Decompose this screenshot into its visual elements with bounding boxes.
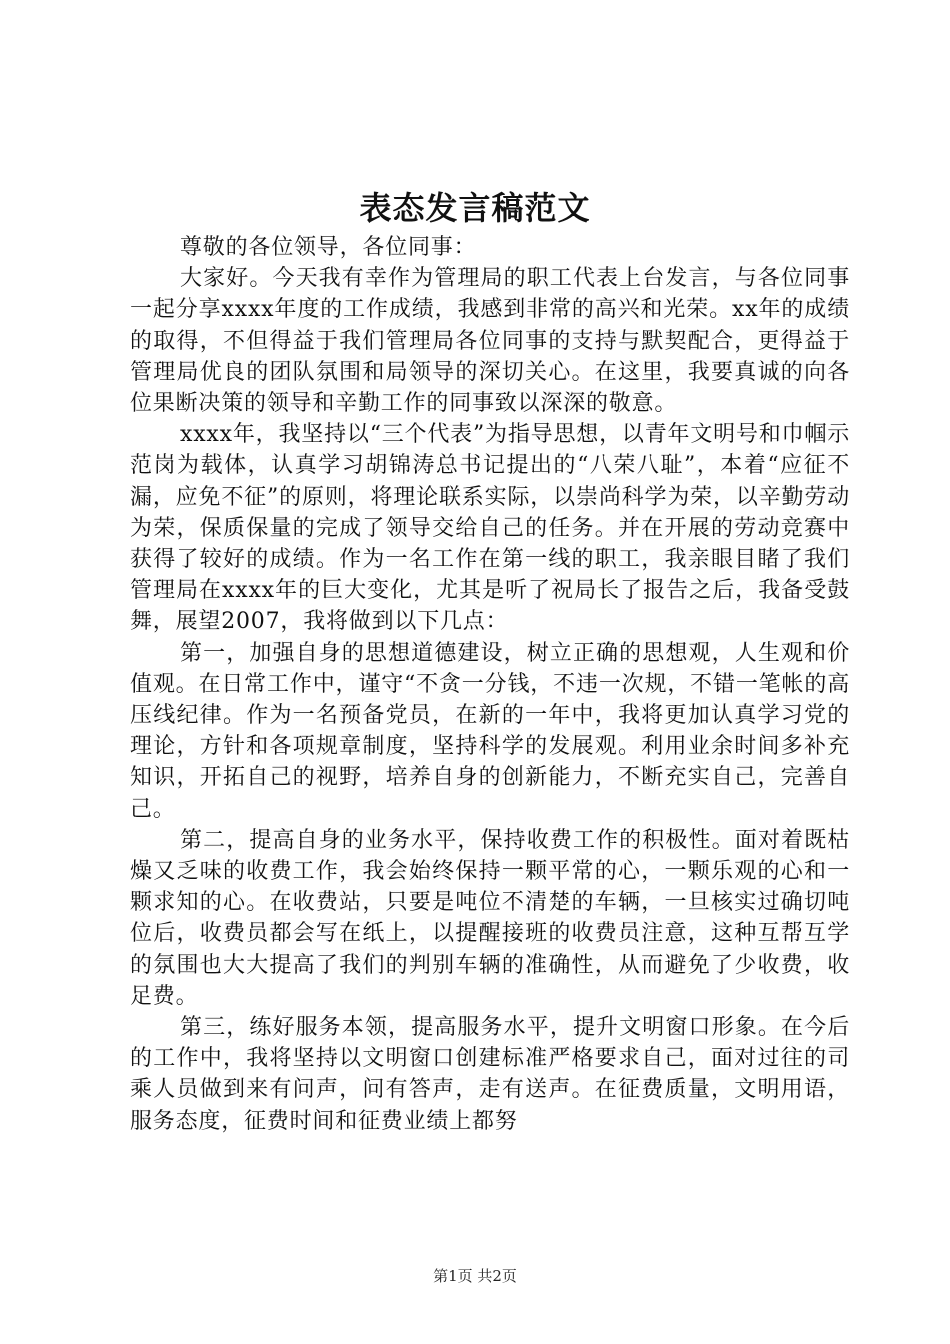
paragraph-salutation: 尊敬的各位领导，各位同事： <box>180 235 477 260</box>
page-number-footer: 第1页 共2页 <box>433 1267 517 1285</box>
paragraph-achievements: xxxx年，我坚持以“三个代表”为指导思想，以青年文明号和巾帼示范岗为载体，认真学习胡锦涛总书记提出的“八荣八耻”，本着“应征不漏，应免不征”的原则，将理论联系实际，以崇尚科学为荣，以辛勤劳动为荣，保质保量的完成了领导交给自己的任务。并在开展的劳动竞赛中获得了较好的成绩。作为一名工作在第一线的职工，我亲眼目睹了我们管理局在xxxx年的巨大变化，尤其是听了祝局长了报告之后，我备受鼓舞，展望2007，我将做到以下几点： <box>130 422 850 635</box>
paragraph-point-three: 第三，练好服务本领，提高服务水平，提升文明窗口形象。在今后的工作中，我将坚持以文明窗口创建标准严格要求自己，面对过往的司乘人员做到来有问声，问有答声，走有送声。在征费质量，文明用语，服务态度，征费时间和征费业绩上都努 <box>130 1015 850 1134</box>
paragraph-greeting: 大家好。今天我有幸作为管理局的职工代表上台发言，与各位同事一起分享xxxx年度的工作成绩，我感到非常的高兴和光荣。xx年的成绩的取得，不但得益于我们管理局各位同事的支持与默契配合，更得益于管理局优良的团队氛围和局领导的深切关心。在这里，我要真诚的向各位果断决策的领导和辛勤工作的同事致以深深的敬意。 <box>130 266 850 417</box>
paragraph-point-one: 第一，加强自身的思想道德建设，树立正确的思想观，人生观和价值观。在日常工作中，谨守“不贪一分钱，不违一次规，不错一笔帐的高压线纪律。作为一名预备党员，在新的一年中，我将更加认真学习党的理论，方针和各项规章制度，坚持科学的发展观。利用业余时间多补充知识，开拓自己的视野，培养自身的创新能力，不断充实自己，完善自己。 <box>130 640 850 822</box>
paragraph-point-two: 第二，提高自身的业务水平，保持收费工作的积极性。面对着既枯燥又乏味的收费工作，我会始终保持一颗平常的心，一颗乐观的心和一颗求知的心。在收费站，只要是吨位不清楚的车辆，一旦核实过确切吨位后，收费员都会写在纸上，以提醒接班的收费员注意，这种互帮互学的氛围也大大提高了我们的判别车辆的准确性，从而避免了少收费，收足费。 <box>130 827 850 1009</box>
document-title: 表态发言稿范文 <box>359 189 591 227</box>
document-body <box>130 232 850 1137</box>
